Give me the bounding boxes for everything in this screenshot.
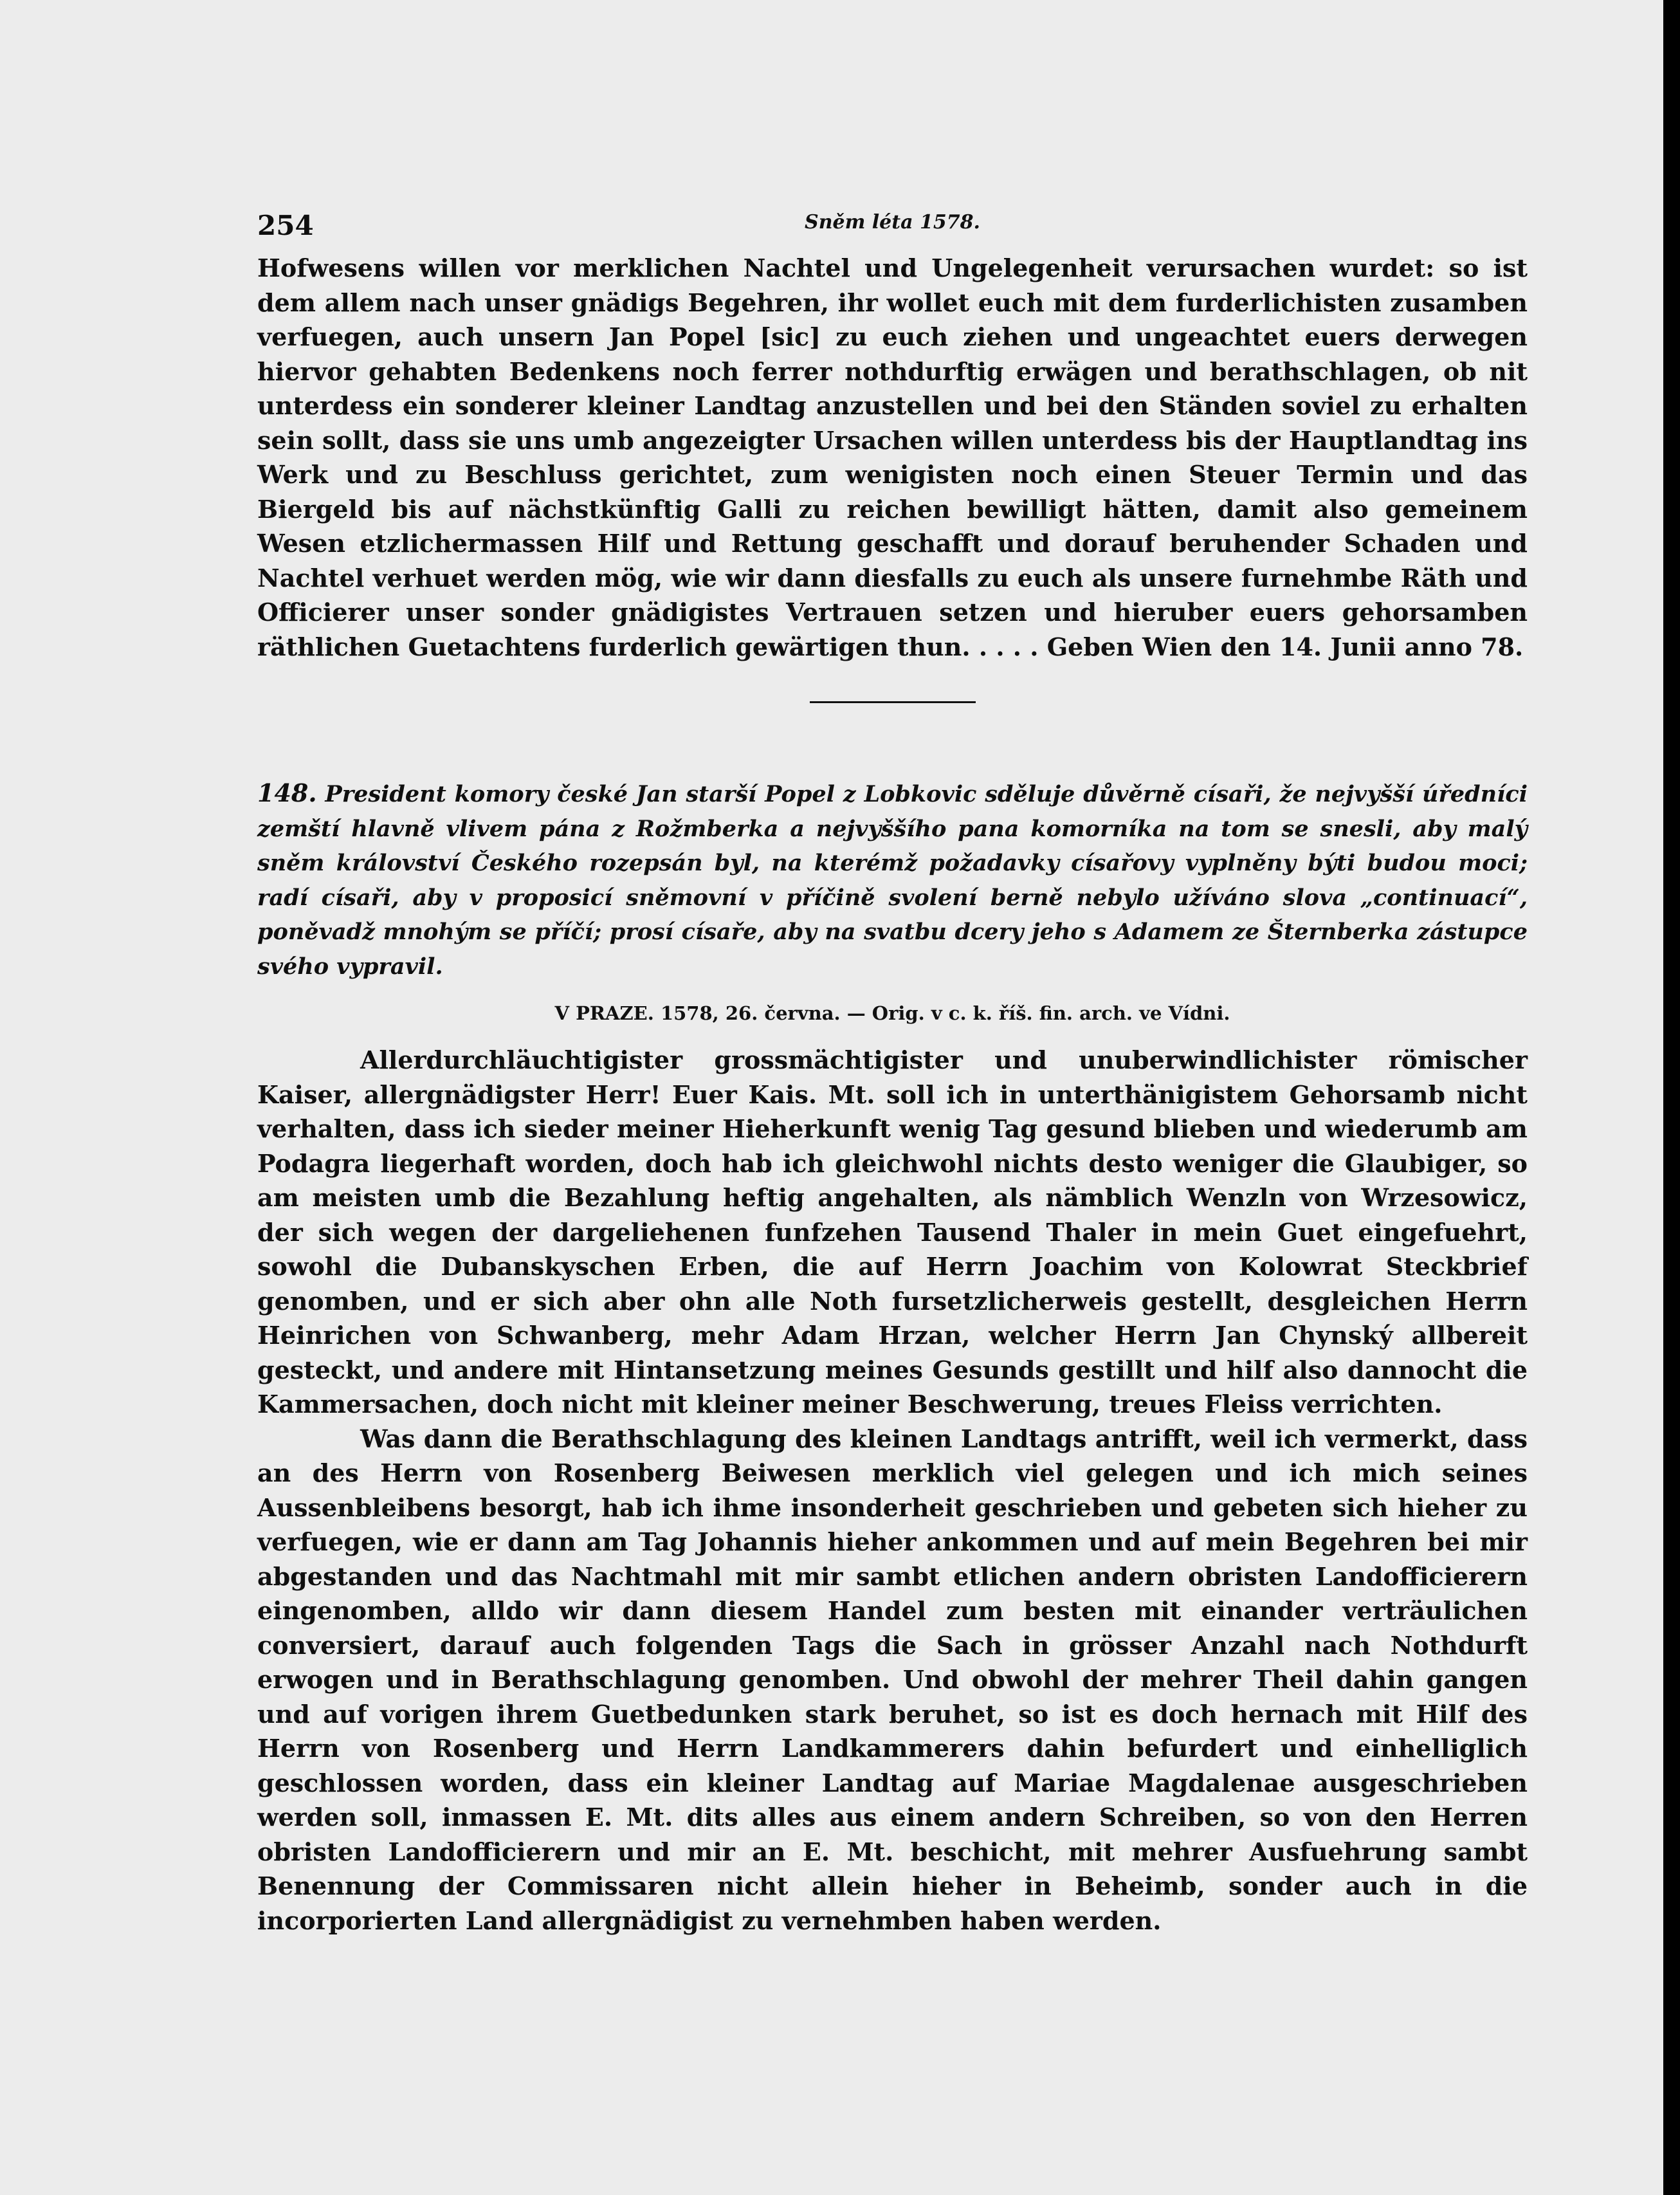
page-header bbox=[257, 199, 1528, 251]
body-paragraph: Allerdurchläuchtigister grossmächtigister und unuberwindlichister römischer Kaiser, allergnädigster Herr! Euer Kais. Mt. soll ich in unterthänigistem Gehorsamb nicht verhalten, dass ich sieder meiner Hieherkunft wenig Tag gesund blieben und wiederumb am Podagra liegerhaft worden, doch hab ich gleichwohl nichts desto weniger die Glaubiger, so am meisten umb die Bezahlung heftig angehalten, als nämblich Wenzln von Wrzesowicz, der sich wegen der dargeliehenen funfzehen Tausend Thaler in mein Guet eingefuehrt, sowohl die Dubanskyschen Erben, die auf Herrn Joachim von Kolowrat Steckbrief genomben, und er sich aber ohn alle Noth fursetzlicherweis gestellt, desgleichen Herrn Heinrichen von Schwanberg, mehr Adam Hrzan, welcher Herrn Jan Chynský allbereit gesteckt, und andere mit Hintansetzung meines Gesunds gestillt und hilf also dannocht die Kammersachen, doch nicht mit kleiner meiner Beschwerung, treues Fleiss verrichten. bbox=[257, 1045, 1528, 1419]
summary-text: President komory české Jan starší Popel z Lobkovic sděluje důvěrně císaři, že nejvyšší úředníci zemští hlavně vlivem pána z Rožmberka a nejvyššího pana komorníka na tom se snesli, aby malý sněm království Českého rozepsán byl, na kterémž požadavky císařovy vyplněny býti budou moci; radí císaři, aby v proposicí sněmovní v příčině svolení berně nebylo užíváno slova „continuací“, poněvadž mnohým se příčí; prosí císaře, aby na svatbu dcery jeho s Adamem ze Šternberka zástupce svého vypravil. bbox=[257, 781, 1528, 980]
continued-text: Hofwesens willen vor merklichen Nachtel und Ungelegenheit verursachen wurdet: so ist dem allem nach unser gnädigs Begehren, ihr wollet euch mit dem furderlichisten zusamben verfuegen, auch unsern Jan Popel [sic] zu euch ziehen und ungeachtet euers derwegen hiervor gehabten Bedenkens noch ferrer nothdurftig erwägen und berathschlagen, ob nit unterdess ein sonderer kleiner Landtag anzustellen und bei den Ständen soviel zu erhalten sein sollt, dass sie uns umb angezeigter Ursachen willen unterdess bis der Hauptlandtag ins Werk und zu Beschluss gerichtet, zum wenigisten noch einen Steuer Termin und das Biergeld bis auf nächstkünftig Galli zu reichen bewilligt hätten, damit also gemeinem Wesen etzlichermassen Hilf und Rettung geschafft und dorauf beruhender Schaden und Nachtel verhuet werden mög, wie wir dann diesfalls zu euch als unsere furnehmbe Räth und Officierer unser sonder gnädigistes Vertrauen setzen und hieruber euers gehorsamben räthlichen Guetachtens furderlich gewärtigen thun. . . . . Geben Wien den 14. Junii anno 78. bbox=[257, 253, 1528, 661]
running-title: Sněm léta 1578. bbox=[805, 211, 980, 234]
page-number: 254 bbox=[257, 210, 314, 241]
text-block bbox=[257, 199, 1528, 1938]
body-paragraph: Was dann die Berathschlagung des kleinen Landtags antrifft, weil ich vermerkt, dass an des Herrn von Rosenberg Beiwesen merklich viel gelegen und ich mich seines Aussenbleibens besorgt, hab ich ihme insonderheit geschrieben und gebeten sich hieher zu verfuegen, wie er dann am Tag Johannis hieher ankommen und auf mein Begehren bei mir abgestanden und das Nachtmahl mit mir sambt etlichen andern obristen Landofficierern eingenomben, alldo wir dann diesem Handel zum besten mit einander verträulichen conversiert, darauf auch folgenden Tags die Sach in grösser Anzahl nach Nothdurft erwogen und in Berathschlagung genomben. Und obwohl der mehrer Theil dahin gangen und auf vorigen ihrem Guetbedunken stark beruhet, so ist es doch hernach mit Hilf des Herrn von Rosenberg und Herrn Landkammerers dahin befurdert und einhelliglich geschlossen worden, dass ein kleiner Landtag auf Mariae Magdalenae ausgeschrieben werden soll, inmassen E. Mt. dits alles aus einem andern Schreiben, so von den Herren obristen Landofficierern und mir an E. Mt. beschicht, mit mehrer Ausfuehrung sambt Benennung der Commissaren nicht allein hieher in Beheimb, sonder auch in die incorporierten Land allergnädigist zu vernehmben haben werden. bbox=[257, 1424, 1528, 1935]
source-line: V PRAZE. 1578, 26. června. — Orig. v c. k. říš. fin. arch. ve Vídni. bbox=[554, 1002, 1230, 1024]
section-divider bbox=[810, 701, 976, 703]
document-summary bbox=[257, 776, 1528, 984]
document-number: 148. bbox=[257, 778, 317, 807]
